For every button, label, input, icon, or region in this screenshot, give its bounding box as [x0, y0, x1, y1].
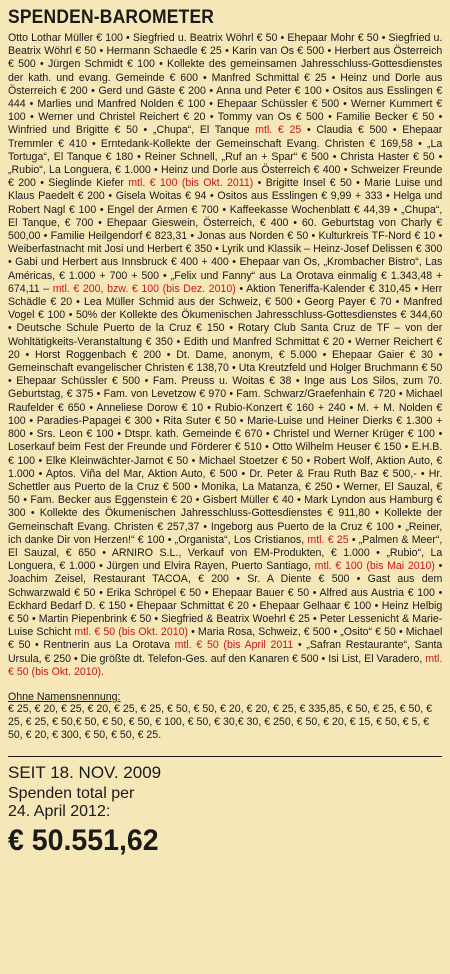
- monthly-pledge-text: mtl. € 25: [255, 124, 302, 137]
- since-date: SEIT 18. NOV. 2009: [8, 762, 162, 782]
- monthly-pledge-text: mtl. € 50 (bis Okt. 2010).: [8, 652, 443, 678]
- donation-list: [8, 32, 442, 679]
- total-amount: € 50.551,62: [8, 823, 159, 857]
- donation-text: • Maria Rosa, Schweiz, € 500 • „Osito“ € 50 • Michael € 50 • Rentnerin aus La Orotava: [8, 626, 443, 652]
- monthly-pledge-text: mtl. € 25: [307, 533, 349, 546]
- donation-text: • „Palmen & Meer“, El Sauzal, € 650 • ARNIRO S.L., Verkauf von EM-Produkten, € 1.000 • „Rubio“, La Longuera, € 1.000 • Jürgen und Elvira Rayen, Puerto Santiago,: [8, 533, 443, 573]
- total-label-line-1: Spenden total per: [8, 784, 135, 802]
- page-title: SPENDEN-BAROMETER: [8, 7, 215, 28]
- donation-text: Otto Lothar Müller € 100 • Siegfried u. Beatrix Wöhrl € 50 • Ehepaar Mohr € 50 • Siegfried u. Beatrix Wöhrl € 50 • Hermann Schaedle € 25 • Karin van Os € 500 • Herbert aus Österreich € 500 • Jürgen Schmidt € 100 • Kollekte des gemeinsamen Jahresschluss-Gottesdienstes der kath. und evang. Gemeinde € 600 • Manfred Schmittal € 25 • Heinz und Dorle aus Österreich € 200 • Gerd und Gäste € 200 • Anna und Peter € 100 • Ositos aus Esslingen € 444 • Marlies und Manfred Nolden € 100 • Ehepaar Schüssler € 500 • Werner Kummert € 100 • Werner und Christel Reichert € 20 • Tommy van Os € 500 • Familie Becker € 50 • Winfried und Brigitte € 50 • „Chupa“, El Tanque: [8, 32, 443, 137]
- donation-text: • „Safran Restaurante“, Santa Ursula, € 250 • Die größte dt. Telefon-Ges. auf den Kanaren € 500 • Isi List, El Varadero,: [8, 639, 443, 665]
- donation-text: • Claudia € 500 • Ehepaar Tremmler € 410 • Erntedank-Kollekte der Gemeinschaft Evang. Christen € 169,58 • „La Tortuga“, El Tanque € 180 • Reiner Schnell, „Ruf an + Spar“ € 500 • Christa Haster € 50 • „Rubio“, La Longuera, € 1.000 • Heinz und Dorle aus Österreich € 400 • Schweizer Freunde € 200 • Sieglinde Kiefer: [8, 124, 443, 190]
- total-label-line-2: 24. April 2012:: [8, 802, 111, 820]
- anonymous-heading: Ohne Namensnennung:: [8, 690, 121, 703]
- monthly-pledge-text: mtl. € 200, bzw. € 100 (bis Dez. 2010): [52, 282, 236, 295]
- anonymous-amounts: € 25, € 20, € 25, € 20, € 25, € 25, € 50, € 50, € 20, € 20, € 25, € 335,85, € 50, € 25, € 50, € 25, € 25, € 50,€ 50, € 50, € 50, € 100, € 50, € 30,€ 30, € 250, € 50, € 20, € 15, € 50, € 5, € 50, € 20, € 300, € 50, € 50, € 25.: [8, 702, 433, 742]
- donation-text: • Joachim Zeisel, Restaurant TACOA, € 200 • Sr. A Diente € 500 • Gast aus dem Schwarzwald € 50 • Erika Schröpel € 50 • Ehepaar Bauer € 50 • Alfred aus Austria € 100 • Eckhard Bedarf D. € 150 • Ehepaar Schmittat € 20 • Ehepaar Gelhaar € 100 • Heinz Helbig € 50 • Martin Piepenbrink € 50 • Siegfried & Beatrix Woehrl € 25 • Peter Lessenicht & Marie-Luise Schicht: [8, 560, 443, 639]
- total-label: [8, 785, 442, 821]
- monthly-pledge-text: mtl. € 100 (bis Mai 2010): [314, 560, 435, 573]
- monthly-pledge-text: mtl. € 50 (bis Okt. 2010): [74, 626, 189, 639]
- divider: [8, 756, 442, 757]
- monthly-pledge-text: mtl. € 100 (bis Okt. 2011): [128, 177, 254, 190]
- monthly-pledge-text: mtl. € 50 (bis April 2011: [174, 639, 294, 652]
- donation-text: • Aktion Teneriffa-Kalender € 310,45 • Herr Schädle € 20 • Lea Müller Schmid aus der Schweiz, € 500 • Georg Payer € 70 • Manfred Vogel € 100 • 50% der Kollekte des Ökumenischen Jahresschluss-Gottesdienstes € 344,60 • Deutsche Schule Puerto de la Cruz € 150 • Rotary Club Santa Cruz de TF – von der Wohltätigkeits-Veranstaltung € 350 • Edith und Manfred Schmittat € 20 • Werner Reichert € 20 • Horst Roggenbach € 200 • Dt. Dame, anonym, € 5.000 • Ehepaar Gaier € 30 • Gemeinschaft evangelischer Christen € 138,70 • Uta Kreutzfeld und Holger Bruchmann € 50 • Ehepaar Schüssler € 500 • Fam. Preuss u. Woitas € 38 • Inge aus Los Silos, zum 70. Geburtstag, € 375 • Fam. von Levetzow € 970 • Fam. Schwarz/Graefenhain € 720 • Michael Raufelder € 650 • Anneliese Dorow € 10 • Rubio-Konzert € 160 + 240 • M. + M. Nolden € 100 • Paradies-Papagei € 300 • Rita Suter € 50 • Marie-Luise und Heiner Dierks € 1.300 + 800 • Srs. Leon € 100 • Dtspr. kath. Gemeinde € 670 • Christel und Werner Krüger € 100 • Loserkauf beim Fest der Freunde und Förderer € 510 • Otto Wilhelm Heuser € 150 • E.H.B. € 100 • Elke Kleinwächter-Jarnot € 50 • Michael Stoetzer € 50 • Robert Wolf, Aktion Auto, € 1.000 • Aptos. Viña del Mar, Aktion Auto, € 500 • Dr. Peter & Frau Ruth Baz € 500,- • Hr. Schettler aus Puerto de la Cruz € 500 • Monika, La Matanza, € 250 • Werner, El Sauzal, € 50 • Fam. Becker aus Eggenstein € 20 • Gisbert Müller € 40 • Mark Lyndon aus Hamburg € 300 • Kollekte des Ökumenischen Jahresschluss-Gottesdienstes € 911,80 • Kollekte der Gemeinschaft Evang. Christen € 257,37 • Ingeborg aus Puerto de la Cruz € 100 • „Reiner, ich danke Dir von Herzen!“ € 100 • „Organista“, Los Cristianos,: [8, 282, 443, 546]
- donation-text: • Brigitte Insel € 50 • Marie Luise und Klaus Paedelt € 200 • Gisela Woitas € 94 • Ositos aus Esslingen € 9,99 + 333 • Helga und Robert Nagl € 100 • Engel der Armen € 700 • Kaffeekasse Wochenblatt € 44,39 • „Chupa“, El Tanque, € 700 • Ehepaar Gieswein, Österreich, € 400 • 60. Geburtstag von Charly € 500,00 • Familie Heilgendorf € 823,31 • Jonas aus Norden € 50 • Kulturkreis TF-Nord € 10 • Weiberfastnacht mit Josi und Herbert € 350 • Lyrik und Klassik – Heinz-Josef Delissen € 300 • Gabi und Herbert aus Innsbruck € 400 + 400 • Ehepaar van Os, „Krombacher Bistro“, Las Américas, € 1.000 + 700 + 500 • „Felix und Fanny“ aus La Orotava einmalig € 1.343,48 + 674,11 –: [8, 177, 443, 295]
